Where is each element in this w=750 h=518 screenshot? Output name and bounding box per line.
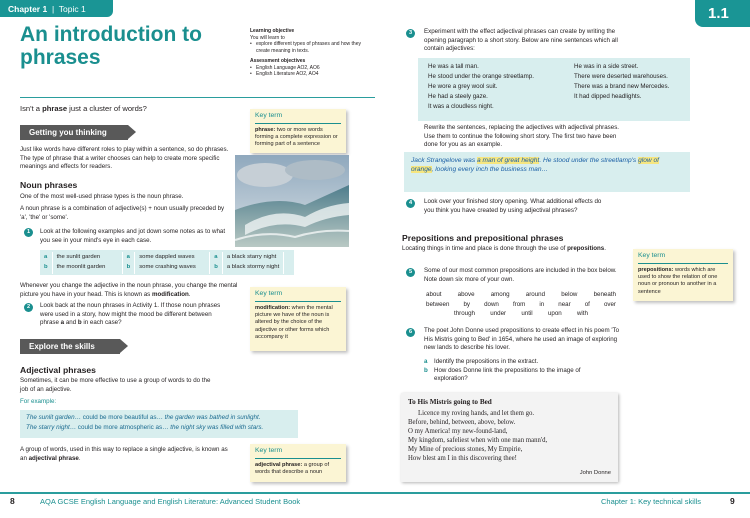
- subquestion-a: a Identify the prepositions in the extract.: [424, 358, 539, 365]
- keyterm-adjectival-phrase: Key term adjectival phrase: a group of words that describe a noun: [250, 444, 346, 482]
- activity-number-5: 5: [406, 268, 415, 277]
- activity-number-3: 3: [406, 29, 415, 38]
- noun-paragraph-1: One of the most well-used phrase types is the noun phrase.: [20, 193, 184, 200]
- keyterm-modification: Key term modification: when the mental picture we have of the noun is altered by the choice of the adjective or other forms which accompany it: [250, 287, 346, 351]
- noun-phrase-examples: [40, 250, 294, 275]
- footer-divider: [0, 492, 750, 494]
- activity-number-4: 4: [406, 199, 415, 208]
- sentences-right-column: [574, 62, 686, 102]
- chapter-footer-title: Chapter 1: Key technical skills: [601, 497, 702, 506]
- example-row: a the sunlit garden a some dappled waves a a black starry night: [40, 252, 284, 263]
- sentence-item: It had dipped headlights.: [574, 92, 642, 100]
- poem-extract: [401, 393, 618, 482]
- sentence-item: There were deserted warehouses.: [574, 72, 668, 80]
- keyterm-label: Key term: [638, 252, 728, 264]
- sentence-item: He wore a grey wool suit.: [428, 82, 498, 90]
- adjectival-example-2: The starry night… could be more atmospheric as… the night sky was filled with stars.: [26, 423, 264, 431]
- keyterm-label: Key term: [255, 112, 341, 124]
- adjectival-example-1: The sunlit garden… could be more beautiful as… the garden was bathed in sunlight.: [26, 414, 261, 421]
- highlight-phrase: glow of orange: [411, 157, 659, 173]
- poem-line: Before, behind, between, above, below.: [408, 418, 516, 426]
- page-tab: 1.1: [695, 0, 750, 27]
- poem-line: O my America! my new-found-land,: [408, 427, 508, 435]
- poem-line: My Mine of precious stones, My Empirie,: [408, 445, 523, 453]
- keyterm-prepositions: Key term prepositions: words which are used to show the relation of one noun or pronoun to another in a sentence: [633, 249, 733, 301]
- prepositions-heading: Prepositions and prepositional phrases: [402, 233, 564, 243]
- prepositions-paragraph: Locating things in time and place is done through the use of prepositions.: [402, 245, 606, 252]
- assessment-objective-item: • English Literature AO2, AO4: [250, 71, 375, 78]
- activity-6-text: The poet John Donne used prepositions to create effect in his poem 'To His Mistris going to Bed' in 1654, where he used an image of exploring new lands to describe his lover.: [424, 327, 620, 352]
- adjectival-paragraph-2: A group of words, used in this way to replace a single adjective, is known as an adjectival phrase.: [20, 446, 228, 462]
- intro-question: Isn't a phrase just a cluster of words?: [20, 104, 147, 113]
- highlight-phrase: a man of great height: [476, 157, 540, 164]
- sea-cloud-photo: [235, 155, 349, 247]
- for-example-label: For example:: [20, 398, 57, 405]
- noun-phrases-heading: Noun phrases: [20, 180, 78, 190]
- nine-sentences-box: [418, 58, 690, 121]
- modification-paragraph: Whenever you change the adjective in the noun phrase, you change the mental picture you have in your head. This is known as modification.: [20, 282, 238, 298]
- activity-5-text: Some of our most common prepositions are included in the box below. Note down six more of your own.: [424, 267, 617, 283]
- getting-you-thinking-heading: Getting you thinking: [20, 125, 128, 140]
- explore-the-skills-heading: Explore the skills: [20, 339, 120, 354]
- noun-paragraph-2: A noun phrase is a combination of adjective(s) + noun usually preceded by 'a', 'the' or 'some'.: [20, 205, 225, 221]
- learning-objective-heading: Learning objective: [250, 28, 295, 34]
- adjectival-phrases-heading: Adjectival phrases: [20, 365, 96, 375]
- example-row: b the moonlit garden b some crashing waves b a black stormy night: [40, 263, 284, 274]
- sentence-item: He was in a side street.: [574, 63, 639, 70]
- adjectival-examples: [20, 410, 298, 438]
- activity-6-subquestions: [424, 358, 624, 384]
- title-line-2: phrases: [20, 45, 101, 69]
- chapter-tab: [0, 0, 113, 17]
- preposition-row: through under until upon with: [454, 310, 588, 318]
- sentence-item: He had a steely gaze.: [428, 92, 488, 100]
- activity-number-6: 6: [406, 328, 415, 337]
- poem-line: My kingdom, safeliest when with one man mann'd,: [408, 436, 548, 444]
- sentences-left-column: [428, 62, 568, 112]
- thinking-text: Just like words have different roles to play within a sentence, so do phrases. The type of phrase that a writer chooses can help to create more specific meanings and effects for readers.: [20, 146, 229, 171]
- sentence-item: He was a tall man.: [428, 63, 479, 70]
- title-line-1: An introduction to: [20, 23, 202, 46]
- story-example-box: Jack Strangelove was a man of great height. He stood under the streetlamp's glow of orange, looking every inch the business man…: [404, 152, 690, 192]
- right-page-number: 9: [730, 496, 735, 506]
- assessment-objective-item: • English Language AO2, AO6: [250, 65, 375, 72]
- poem-title: To His Mistris going to Bed: [408, 398, 492, 406]
- objectives-panel: [250, 28, 375, 78]
- chapter-label: Chapter 1: [8, 4, 48, 14]
- sentence-item: It was a cloudless night.: [428, 102, 494, 110]
- subquestion-b: b How does Donne link the prepositions to the image of exploration?: [424, 366, 581, 383]
- topic-label: Topic 1: [58, 4, 86, 14]
- left-page-number: 8: [10, 496, 15, 506]
- prepositions-box: [426, 290, 616, 319]
- activity-number-2: 2: [24, 303, 33, 312]
- book-title: AQA GCSE English Language and English Literature: Advanced Student Book: [40, 497, 301, 506]
- activity-4-text: Look over your finished story opening. What additional effects do you think you have created by using adjectival phrases?: [424, 198, 602, 214]
- sentence-item: There was a brand new Mercedes.: [574, 82, 670, 90]
- rewrite-instructions: Rewrite the sentences, replacing the adjectives with adjectival phrases. Use them to continue the following short story. The first two have been done for you as an example.: [424, 124, 620, 149]
- activity-1-text: Look at the following examples and jot down some notes as to what you see in your mind's eye in each case.: [40, 228, 226, 244]
- preposition-row: between by down from in near of over: [426, 300, 616, 308]
- title-divider: [20, 97, 375, 98]
- preposition-row: about above among around below beneath: [426, 291, 616, 298]
- topic-separator: |: [49, 4, 57, 14]
- keyterm-phrase: Key term phrase: two or more words forming a complete expression or forming part of a sentence: [250, 109, 346, 153]
- poem-line: Licence my roving hands, and let them go.: [418, 409, 535, 417]
- assessment-objectives-heading: Assessment objectives: [250, 58, 306, 64]
- keyterm-label: Key term: [255, 447, 341, 459]
- activity-3-text: Experiment with the effect adjectival phrases can create by writing the opening paragraph to a short story. Below are nine sentences which all contain adjectives:: [424, 28, 618, 53]
- learning-objective-item: • explore different types of phrases and how they create meaning in texts.: [250, 41, 375, 54]
- keyterm-label: Key term: [255, 290, 341, 302]
- poem-author: John Donne: [579, 470, 611, 477]
- sentence-item: He stood under the orange streetlamp.: [428, 72, 534, 80]
- poem-line: How blest am I in this discovering thee!: [408, 454, 517, 462]
- learning-objective-intro: You will learn to: [250, 34, 285, 41]
- waves-sky-image: [235, 155, 349, 247]
- page-title: [20, 24, 202, 69]
- activity-2-text: Look back at the noun phrases in Activity 1. If those noun phrases were used in a story, how might the mood be different between phrase a and b in each case?: [40, 302, 221, 327]
- adjectival-paragraph-1: Sometimes, it can be more effective to use a group of words to do the job of an adjective.: [20, 377, 211, 393]
- activity-number-1: 1: [24, 228, 33, 237]
